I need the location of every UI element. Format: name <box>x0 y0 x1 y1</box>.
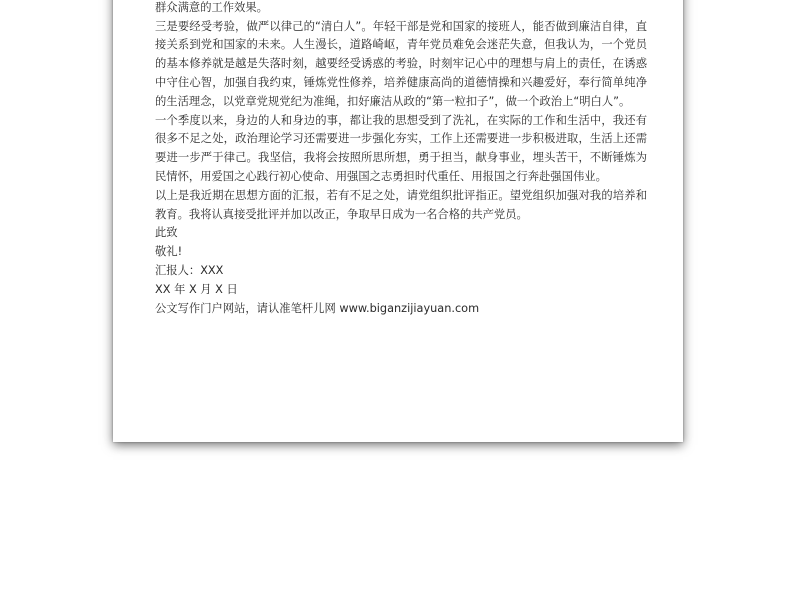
salute-line: 敬礼! <box>155 245 183 259</box>
document-page <box>113 0 683 442</box>
paragraph-4: 以上是我近期在思想方面的汇报，若有不足之处，请党组织批评指正。望党组织加强对我的培养和教育。我将认真接受批评并加以改正，争取早日成为一名合格的共产党员。 <box>155 188 647 221</box>
document-body <box>155 0 647 318</box>
paragraph-3: 一个季度以来，身边的人和身边的事，都让我的思想受到了洗礼，在实际的工作和生活中，我还有很多不足之处，政治理论学习还需要进一步强化夯实，工作上还需要进一步积极进取，生活上还需要进一步严于律己。我坚信，我将会按照所思所想，勇于担当，献身事业，埋头苦干，不断锤炼为民情怀，用爱国之心践行初心使命、用强国之志勇担时代重任、用报国之行奔赴强国伟业。 <box>155 113 647 183</box>
paragraph-1: 群众满意的工作效果。 <box>155 0 268 14</box>
date-line: XX 年 X 月 X 日 <box>155 282 238 296</box>
footer-line: 公文写作门户网站，请认准笔杆儿网 www.biganzijiayuan.com <box>155 301 480 315</box>
closing-line: 此致 <box>155 226 178 240</box>
paragraph-2: 三是要经受考验，做严以律己的“清白人”。年轻干部是党和国家的接班人，能否做到廉洁自律，直接关系到党和国家的未来。人生漫长，道路崎岖，青年党员难免会迷茫失意，但我认为，一个党员的基本修养就是越是失落时刻，越要经受诱惑的考验，时刻牢记心中的理想与肩上的责任，在诱惑中守住心智，加强自我约束，锤炼党性修养，培养健康高尚的道德情操和兴趣爱好，奉行简单纯净的生活理念，以党章党规党纪为准绳，扣好廉洁从政的“第一粒扣子”，做一个政治上“明白人”。 <box>155 19 647 108</box>
reporter-line: 汇报人：XXX <box>155 263 224 277</box>
